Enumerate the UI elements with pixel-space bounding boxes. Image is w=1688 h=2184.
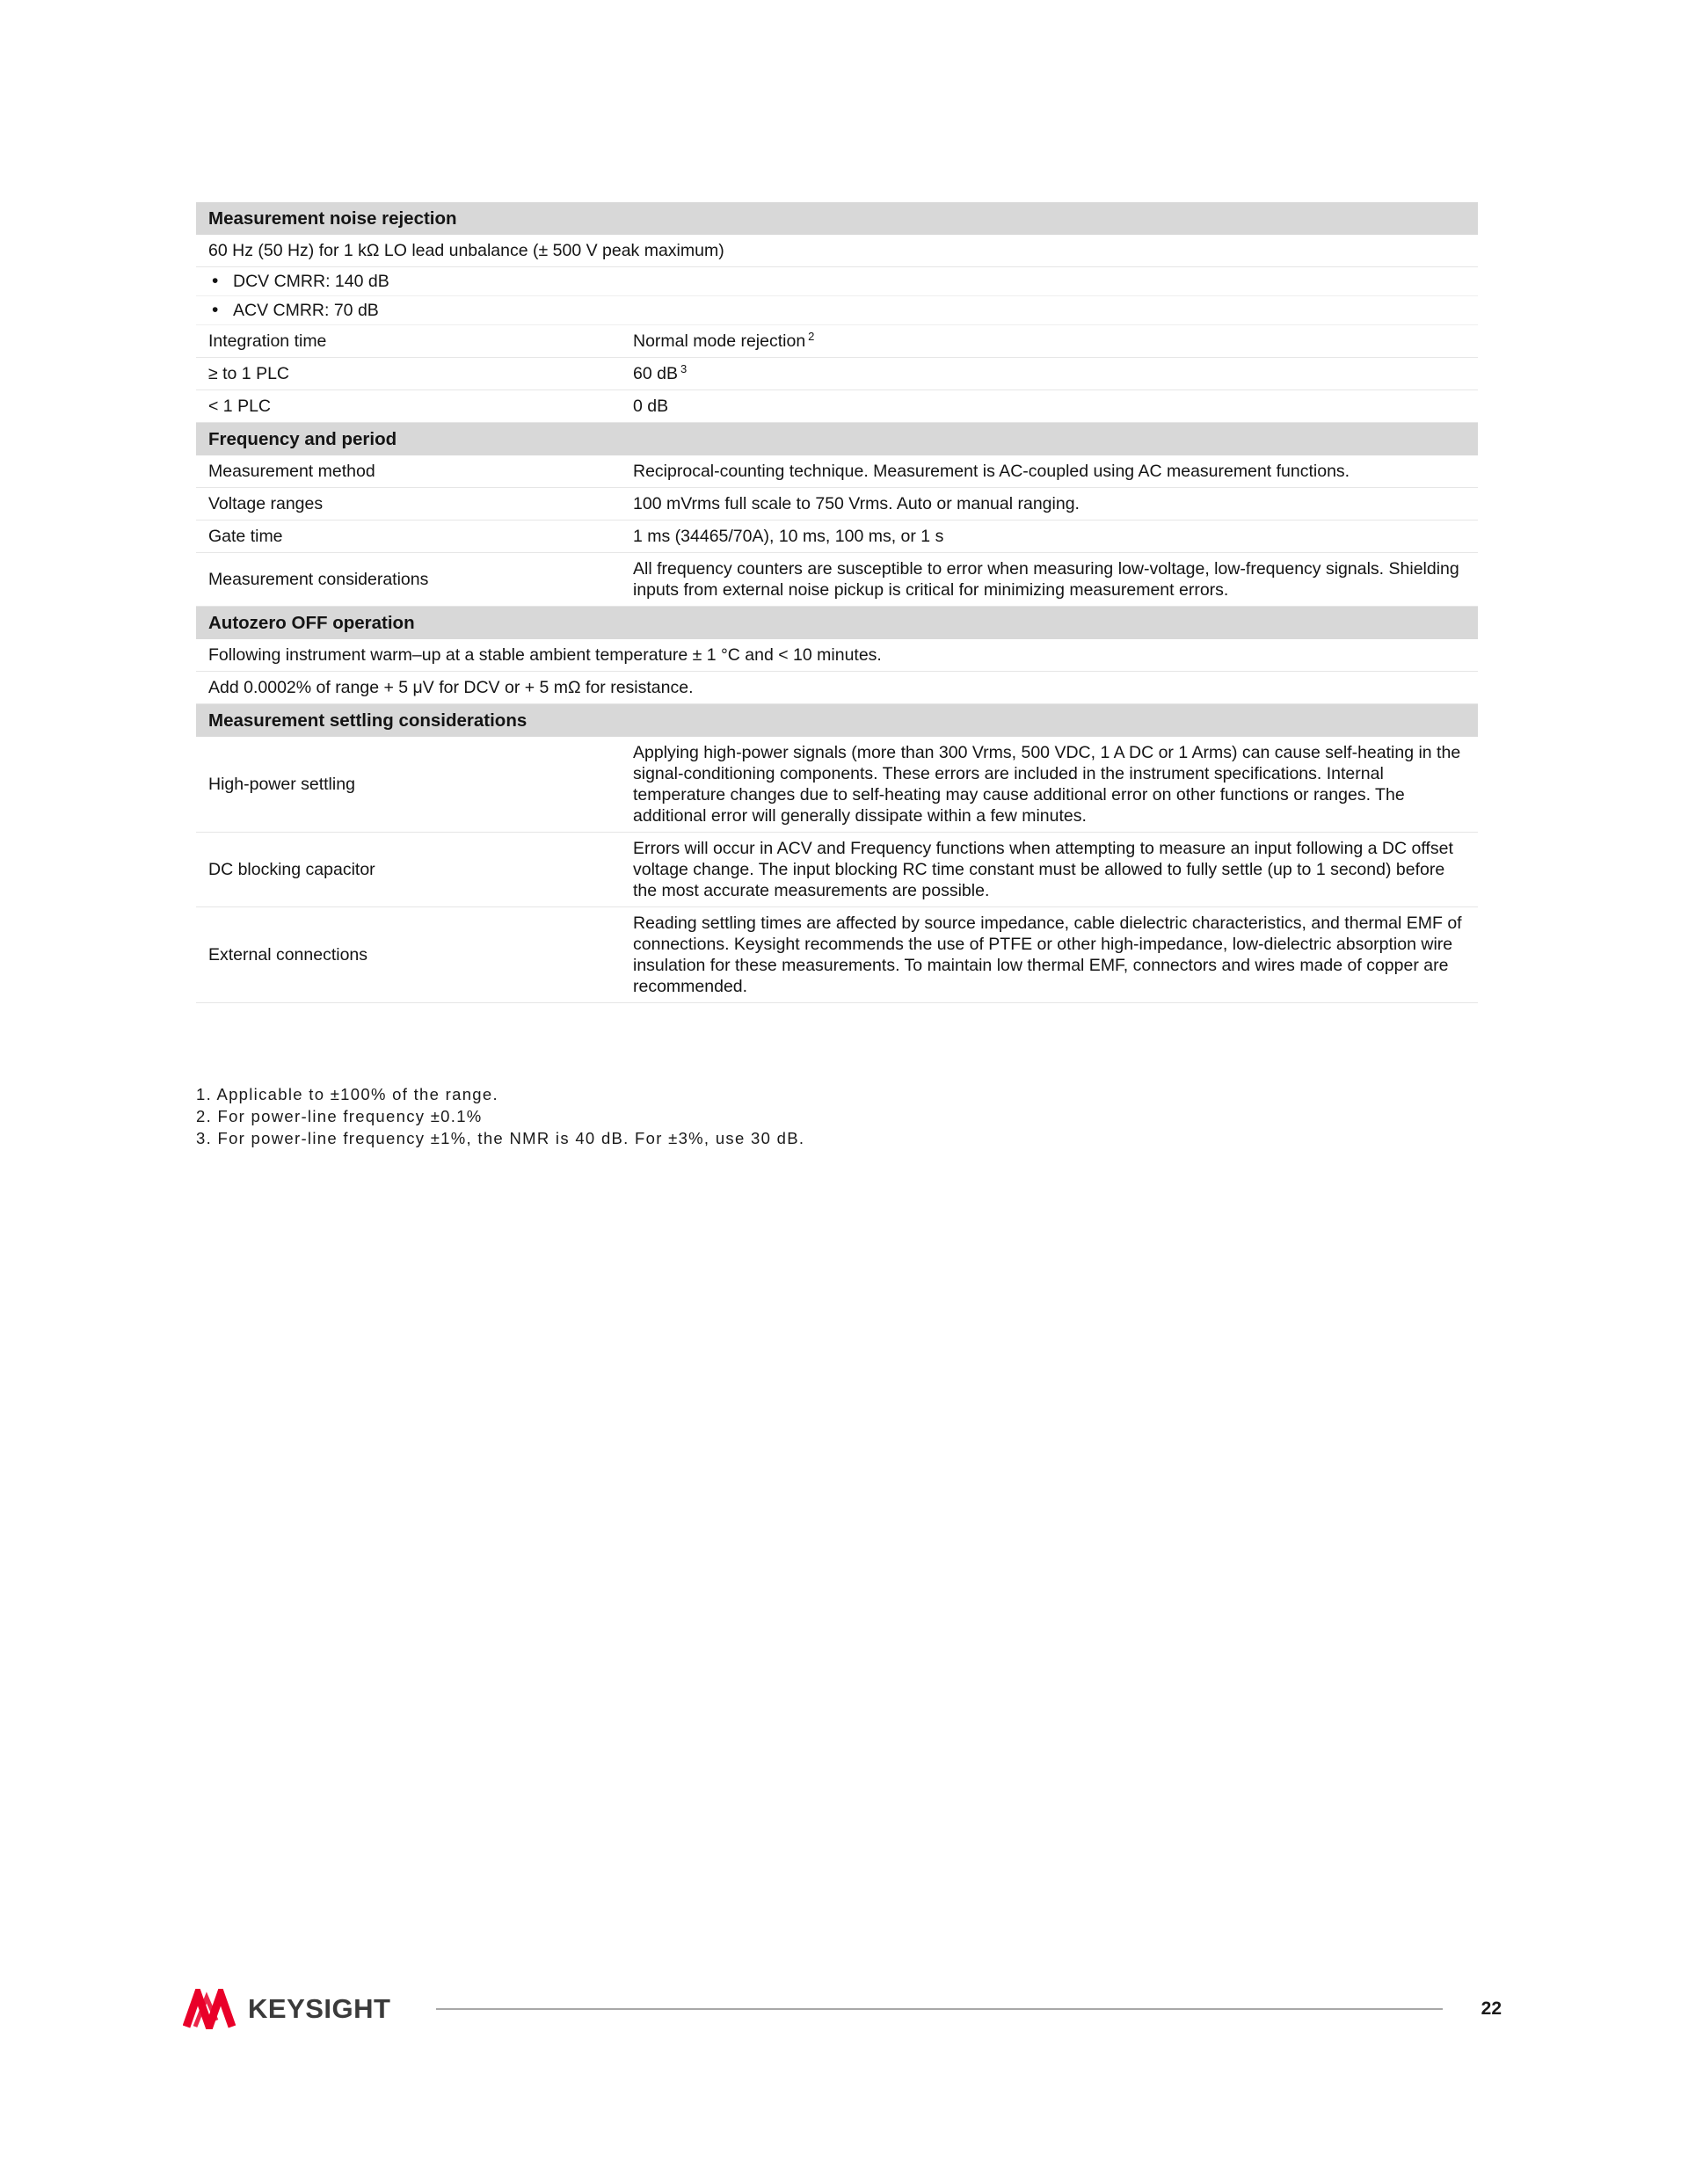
cell-label: Gate time [208,527,283,546]
autozero-line1-text: Following instrument warm–up at a stable ambient temperature ± 1 °C and < 10 minutes. [208,645,882,665]
spec-table [196,202,1478,1003]
row-measurement-method [196,455,1478,488]
bullet-acv-cmrr-text: ACV CMRR: 70 dB [233,301,379,320]
row-bullet-acv-cmrr [196,296,1478,325]
row-autozero-line1 [196,639,1478,672]
row-ge-1-plc [196,358,1478,390]
cell-value-text: 0 dB [633,397,669,416]
row-external-connections [196,907,1478,1003]
cell-value [633,390,1478,422]
cell-value: 1 ms (34465/70A), 10 ms, 100 ms, or 1 s [633,527,944,546]
cell-label: ≥ to 1 PLC [208,364,289,383]
bullet-dcv-cmrr-text: DCV CMRR: 140 dB [233,272,389,291]
cell-value: All frequency counters are susceptible to error when measuring low-voltage, low-frequency signals. Shielding inputs from external noise pickup is critical for minimizing measurement errors. [633,559,1459,600]
bullet-icon [212,300,233,321]
footnote-ref: 2 [808,329,815,343]
cell-value [633,325,1478,357]
cell-value: 100 mVrms full scale to 750 Vrms. Auto or manual ranging. [633,494,1080,513]
footer-divider [436,2008,1442,2010]
cell-label: < 1 PLC [208,397,272,416]
row-noise-intro [196,235,1478,267]
footnote-1: 1. Applicable to ±100% of the range. [196,1085,498,1103]
cell-label: Measurement method [208,462,375,481]
bullet-icon [212,271,233,292]
row-bullet-dcv-cmrr [196,267,1478,296]
cell-value: Reading settling times are affected by source impedance, cable dielectric characteristics, and thermal EMF of connections. Keysight recommends the use of PTFE or other high-impedance, low-dielectric absorption wire insulation for these measurements. To maintain low thermal EMF, connectors and wires made of copper are recommended. [633,914,1462,996]
row-autozero-line2 [196,672,1478,704]
cell-value: Reciprocal-counting technique. Measurement is AC-coupled using AC measurement functions. [633,462,1350,481]
cell-value: Errors will occur in ACV and Frequency functions when attempting to measure an input following a DC offset voltage change. The input blocking RC time constant must be allowed to fully settle (up to 1 second) before the most accurate measurements are possible. [633,839,1453,900]
cell-label: Integration time [208,331,327,351]
section-header-frequency-period: Frequency and period [196,423,1478,455]
page-footer [183,1989,1502,2029]
row-integration-time [196,325,1478,358]
footnote-3: 3. For power-line frequency ±1%, the NMR is 40 dB. For ±3%, use 30 dB. [196,1129,805,1147]
cell-value [633,358,1478,389]
cell-value: Applying high-power signals (more than 300 Vrms, 500 VDC, 1 A DC or 1 Arms) can cause self-heating in the signal-conditioning components. These errors are included in the instrument specifications. Internal temperature changes due to self-heating may cause additional error on other functions or ranges. The additional error will generally dissipate within a few minutes. [633,743,1461,826]
section-header-autozero-off: Autozero OFF operation [196,607,1478,639]
footnotes [196,1083,1339,1149]
cell-label: DC blocking capacitor [208,860,375,879]
row-voltage-ranges [196,488,1478,521]
cell-value-text: 60 dB [633,364,678,383]
footnote-ref: 3 [680,361,688,375]
section-header-noise-rejection: Measurement noise rejection [196,202,1478,235]
section-header-settling: Measurement settling considerations [196,704,1478,737]
cell-label: High-power settling [208,775,355,794]
page-number: 22 [1481,1998,1502,2019]
row-gate-time [196,521,1478,553]
cell-label: Voltage ranges [208,494,324,513]
cell-value-text: Normal mode rejection [633,331,806,351]
row-lt-1-plc [196,390,1478,423]
row-noise-intro-text: 60 Hz (50 Hz) for 1 kΩ LO lead unbalance (± 500 V peak maximum) [208,241,724,260]
cell-label: Measurement considerations [208,570,429,589]
autozero-line2-text: Add 0.0002% of range + 5 μV for DCV or + 5 mΩ for resistance. [208,678,694,697]
row-high-power-settling [196,737,1478,833]
row-dc-blocking-capacitor [196,833,1478,907]
row-measurement-considerations [196,553,1478,607]
keysight-logo [183,1989,390,2029]
keysight-wordmark: KEYSIGHT [248,1993,391,2024]
keysight-spark-icon [183,1989,239,2029]
cell-label: External connections [208,945,368,965]
footnote-2: 2. For power-line frequency ±0.1% [196,1107,483,1125]
